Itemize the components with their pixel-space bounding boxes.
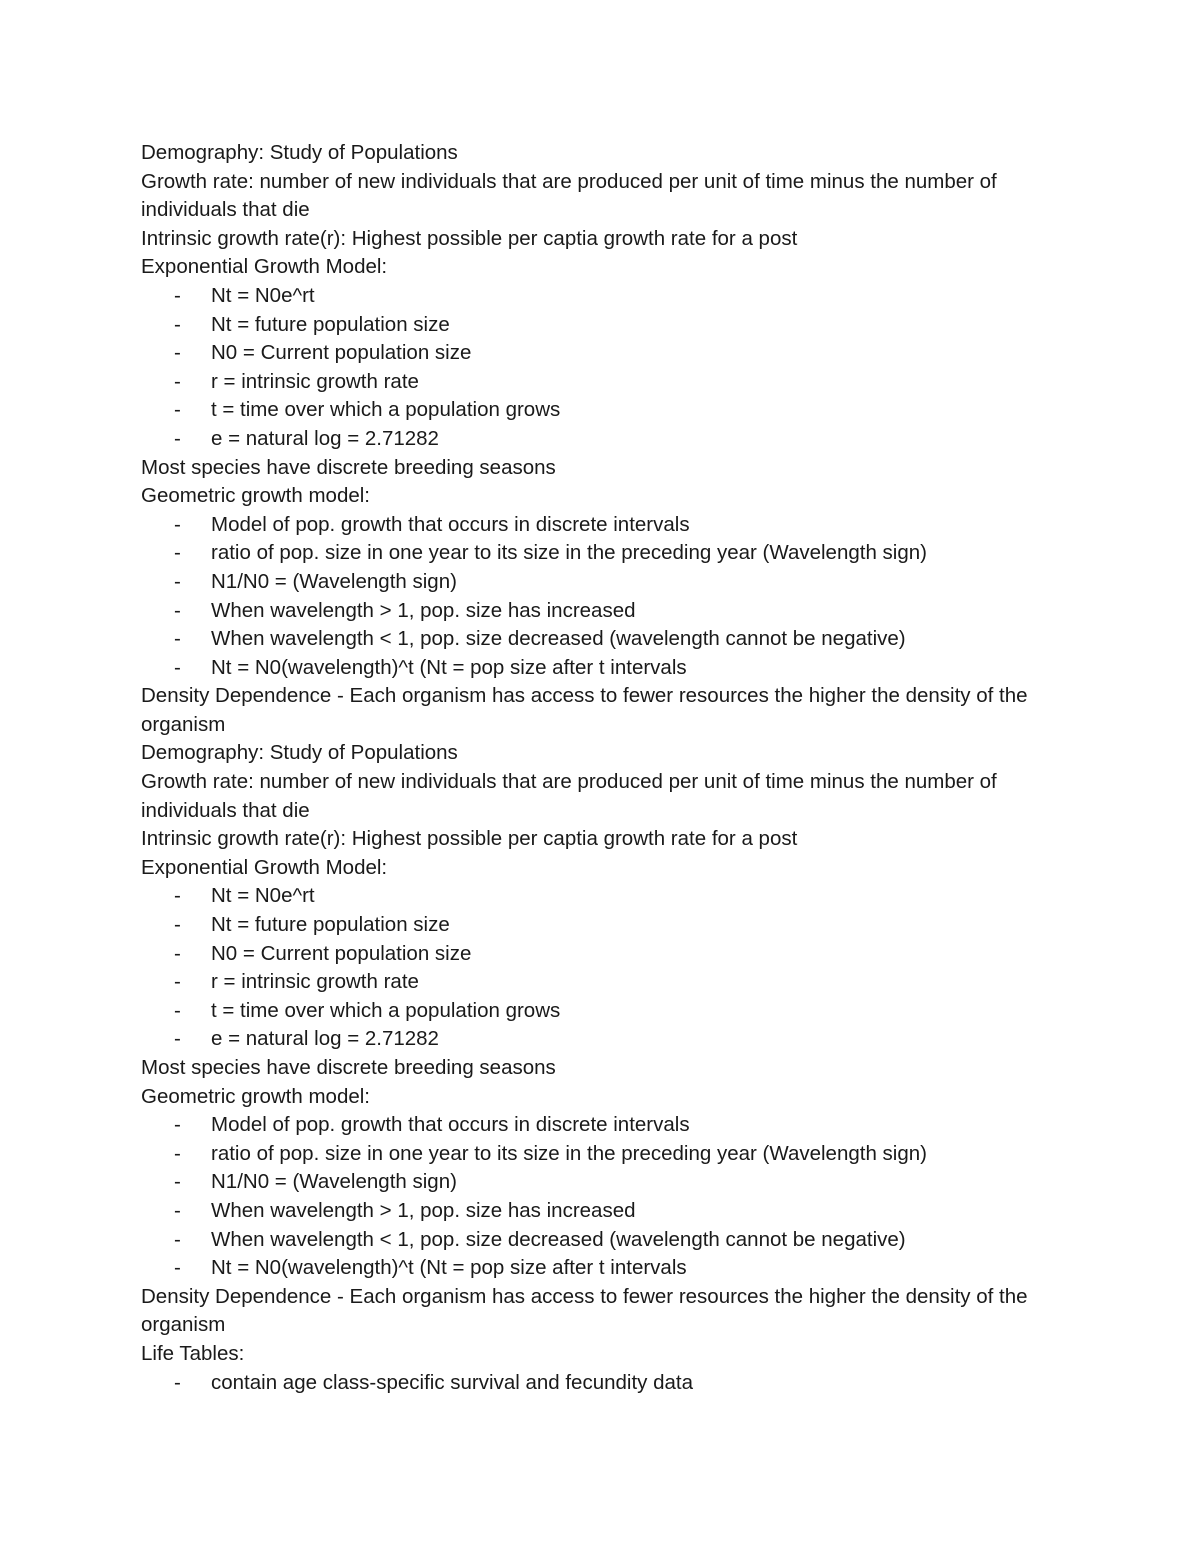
list-item (141, 1369, 1061, 1398)
dash-bullet-icon: - (174, 970, 181, 994)
list-item-text: Nt = N0e^rt (211, 884, 315, 908)
paragraph: Geometric growth model: (141, 1084, 371, 1108)
paragraph: Exponential Growth Model: (141, 255, 388, 279)
paragraph: Growth rate: number of new individuals that are produced per unit of time minus the number of individuals that die (141, 169, 997, 222)
bullet-list (141, 511, 1061, 683)
list-item (141, 1226, 1061, 1255)
list-item-text: contain age class-specific survival and fecundity data (211, 1370, 694, 1394)
dash-bullet-icon: - (174, 1370, 181, 1394)
paragraph: Density Dependence - Each organism has access to fewer resources the higher the density of the organism (141, 1284, 1028, 1337)
dash-bullet-icon: - (174, 598, 181, 622)
list-item (141, 425, 1061, 454)
list-item-text: When wavelength > 1, pop. size has increased (211, 1198, 636, 1222)
list-item (141, 597, 1061, 626)
list-item (141, 997, 1061, 1026)
dash-bullet-icon: - (174, 884, 181, 908)
dash-bullet-icon: - (174, 1198, 181, 1222)
dash-bullet-icon: - (174, 655, 181, 679)
paragraph: Density Dependence - Each organism has access to fewer resources the higher the density of the organism (141, 684, 1028, 736)
list-item (141, 1197, 1061, 1226)
list-item-text: e = natural log = 2.71282 (211, 426, 439, 450)
list-item-text: When wavelength < 1, pop. size decreased (wavelength cannot be negative) (211, 627, 906, 651)
dash-bullet-icon: - (174, 1113, 181, 1137)
list-item-text: Nt = N0(wavelength)^t (Nt = pop size after t intervals (211, 1256, 687, 1280)
list-item (141, 311, 1061, 340)
list-item (141, 654, 1061, 683)
list-item (141, 1140, 1061, 1169)
list-item-text: ratio of pop. size in one year to its size in the preceding year (Wavelength sign) (211, 541, 927, 565)
list-item (141, 1025, 1061, 1054)
list-item-text: N1/N0 = (Wavelength sign) (211, 1170, 457, 1194)
list-item (141, 1168, 1061, 1197)
list-item (141, 368, 1061, 397)
list-item-text: r = intrinsic growth rate (211, 369, 419, 393)
list-item-text: Nt = N0e^rt (211, 283, 315, 307)
dash-bullet-icon: - (174, 1141, 181, 1165)
list-item-text: N1/N0 = (Wavelength sign) (211, 569, 457, 593)
list-item (141, 539, 1061, 568)
list-item (141, 968, 1061, 997)
dash-bullet-icon: - (174, 1256, 181, 1280)
paragraph: Life Tables: (141, 1341, 245, 1365)
list-item (141, 1254, 1061, 1283)
paragraph: Exponential Growth Model: (141, 855, 388, 879)
dash-bullet-icon: - (174, 1227, 181, 1251)
list-item-text: Model of pop. growth that occurs in discrete intervals (211, 512, 690, 536)
document-body (141, 139, 1061, 1397)
bullet-list (141, 1369, 1061, 1398)
list-item-text: ratio of pop. size in one year to its size in the preceding year (Wavelength sign) (211, 1141, 927, 1165)
list-item-text: e = natural log = 2.71282 (211, 1027, 439, 1051)
list-item-text: Nt = future population size (211, 312, 450, 336)
list-item-text: Nt = future population size (211, 913, 450, 937)
paragraph: Most species have discrete breeding seasons (141, 455, 556, 479)
dash-bullet-icon: - (174, 398, 181, 422)
dash-bullet-icon: - (174, 627, 181, 651)
list-item (141, 625, 1061, 654)
list-item (141, 911, 1061, 940)
list-item-text: When wavelength > 1, pop. size has increased (211, 598, 636, 622)
dash-bullet-icon: - (174, 941, 181, 965)
paragraph: Most species have discrete breeding seasons (141, 1056, 556, 1079)
list-item (141, 882, 1061, 911)
paragraph: Demography: Study of Populations (141, 141, 458, 164)
paragraph: Demography: Study of Populations (141, 741, 458, 765)
paragraph: Intrinsic growth rate(r): Highest possible per captia growth rate for a post (141, 226, 798, 250)
dash-bullet-icon: - (174, 283, 181, 307)
list-item (141, 396, 1061, 425)
list-item-text: Nt = N0(wavelength)^t (Nt = pop size after t intervals (211, 655, 687, 679)
list-item-text: t = time over which a population grows (211, 398, 561, 422)
bullet-list (141, 282, 1061, 454)
dash-bullet-icon: - (174, 569, 181, 593)
dash-bullet-icon: - (174, 1170, 181, 1194)
dash-bullet-icon: - (174, 1027, 181, 1051)
dash-bullet-icon: - (174, 998, 181, 1022)
paragraph: Geometric growth model: (141, 484, 371, 508)
list-item (141, 339, 1061, 368)
dash-bullet-icon: - (174, 312, 181, 336)
dash-bullet-icon: - (174, 913, 181, 937)
list-item-text: N0 = Current population size (211, 941, 472, 965)
list-item-text: Model of pop. growth that occurs in discrete intervals (211, 1113, 690, 1137)
dash-bullet-icon: - (174, 426, 181, 450)
list-item (141, 940, 1061, 969)
list-item-text: N0 = Current population size (211, 341, 472, 365)
dash-bullet-icon: - (174, 541, 181, 565)
paragraph: Growth rate: number of new individuals that are produced per unit of time minus the number of individuals that die (141, 770, 997, 822)
dash-bullet-icon: - (174, 512, 181, 536)
dash-bullet-icon: - (174, 341, 181, 365)
paragraph: Intrinsic growth rate(r): Highest possible per captia growth rate for a post (141, 827, 798, 851)
list-item (141, 568, 1061, 597)
list-item-text: r = intrinsic growth rate (211, 970, 419, 994)
bullet-list (141, 1111, 1061, 1283)
list-item (141, 282, 1061, 311)
dash-bullet-icon: - (174, 369, 181, 393)
bullet-list (141, 882, 1061, 1054)
list-item (141, 1111, 1061, 1140)
list-item-text: When wavelength < 1, pop. size decreased (wavelength cannot be negative) (211, 1227, 906, 1251)
list-item-text: t = time over which a population grows (211, 998, 561, 1022)
list-item (141, 511, 1061, 540)
